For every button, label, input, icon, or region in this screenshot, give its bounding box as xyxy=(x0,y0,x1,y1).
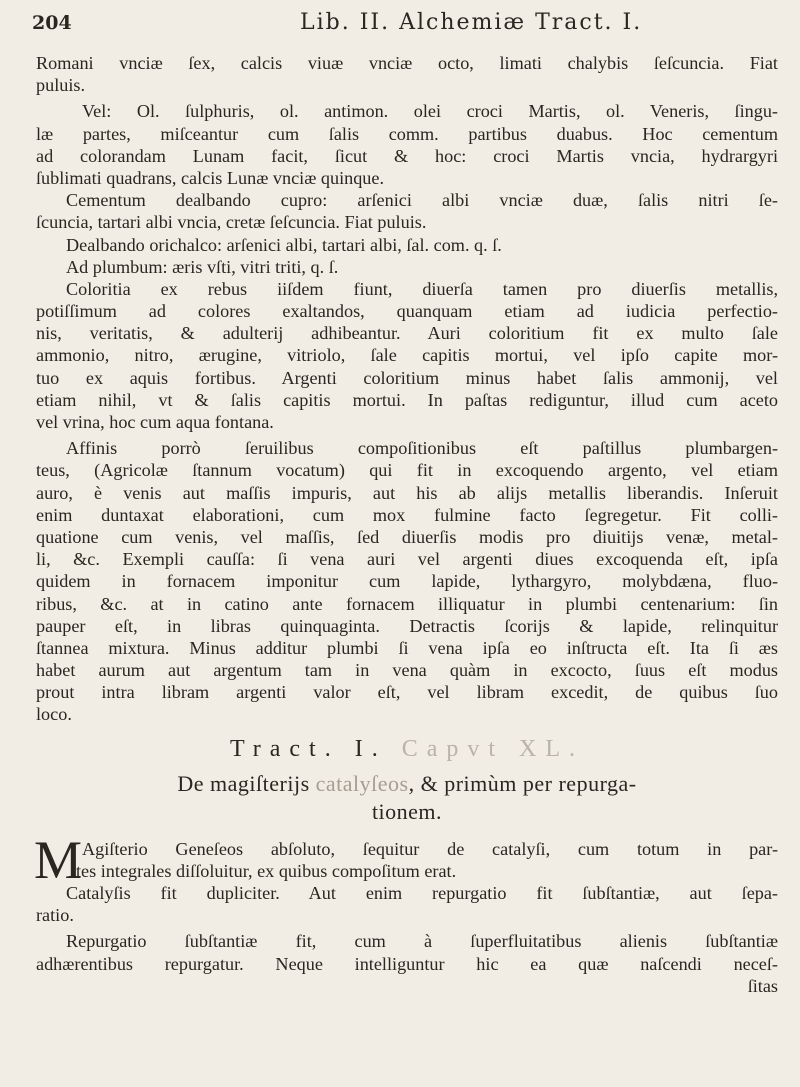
paragraph xyxy=(36,437,778,725)
chapter-title-part: catalyſeos xyxy=(315,770,409,796)
text-line: Ad plumbum: æris vſti, vitri triti, q. ſ. xyxy=(66,256,339,277)
text-line: ſcuncia, tartari albi vncia, cretæ ſeſcuncia. Fiat puluis. xyxy=(36,212,427,233)
body-text xyxy=(36,52,778,997)
text-line: ribus, &c. at in catino ante fornacem illiquatur in plumbi centenarium: ſin xyxy=(36,593,778,614)
chapter-title-line: tionem. xyxy=(371,798,443,824)
text-line: læ partes, miſceantur cum ſalis comm. partibus duabus. Hoc cementum xyxy=(36,123,778,144)
text-line: adhærentibus repurgatur. Neque intelliguntur hic ea quæ naſcendi neceſ- xyxy=(36,953,778,974)
text-line: loco. xyxy=(36,704,72,725)
paragraph xyxy=(36,882,778,926)
text-line: Catalyſis fit dupliciter. Aut enim repurgatio fit ſubſtantiæ, aut ſepa- xyxy=(66,883,778,903)
paragraph xyxy=(36,100,778,189)
chapter-title-part: De magiſterijs xyxy=(177,770,316,796)
text-line: ſtannea mixtura. Minus additur plumbi ſi vena ipſa eo inſtructa eſt. Ita ſi æs xyxy=(36,637,778,658)
text-line: ammonio, nitro, ærugine, vitriolo, ſale capitis mortui, vel ipſo capite mor- xyxy=(36,345,778,366)
text-line: habet aurum aut argentum tam in vena quàm in excocto, ſuus eſt modus xyxy=(36,660,778,681)
text-line: nis, veritatis, & adulterij adhibeantur. Auri coloritium fit ex multo ſale xyxy=(36,323,778,344)
text-line: Coloritia ex rebus iiſdem fiunt, diuerſa tamen pro diuerſis metallis, xyxy=(66,278,778,299)
text-line: quidem in fornacem imponitur cum lapide, lythargyro, molybdæna, fluo- xyxy=(36,571,778,592)
paragraph xyxy=(36,278,778,433)
catchword: ſitas xyxy=(747,975,778,996)
chapter-title xyxy=(36,770,778,826)
text-line: Romani vnciæ ſex, calcis viuæ vnciæ octo, limati chalybis ſeſcuncia. Fiat xyxy=(36,53,778,73)
text-line: ratio. xyxy=(36,905,74,926)
paragraph xyxy=(34,829,778,890)
paragraph xyxy=(36,930,778,997)
paragraph xyxy=(36,52,778,96)
text-line: teus, (Agricolæ ſtannum vocatum) qui fit in excoquendo argento, vel etiam xyxy=(36,460,778,481)
page-header xyxy=(32,10,776,44)
page-number: 204 xyxy=(32,12,72,34)
text-line: enim duntaxat elaborationi, cum mox fulmine facto ſegregetur. Fit colli- xyxy=(36,504,778,525)
chapter-title-part: , & primùm per repurga- xyxy=(408,770,637,796)
chapter-heading-caput: Capvt XL. xyxy=(401,735,585,762)
text-line: Cementum dealbando cupro: arſenici albi vnciæ duæ, ſalis nitri ſe- xyxy=(66,190,778,211)
text-line: Vel: Ol. ſulphuris, ol. antimon. olei croci Martis, ol. Veneris, ſingu- xyxy=(82,101,778,122)
text-line: Agiſterio Geneſeos abſoluto, ſequitur de catalyſi, cum totum in par- xyxy=(82,838,778,859)
text-line: Dealbando orichalco: arſenici albi, tartari albi, ſal. com. q. ſ. xyxy=(66,234,502,255)
chapter-heading-tract: Tract. I. xyxy=(229,735,387,762)
text-line: potiſſimum ad colores exaltandos, quanquam etiam ad iudicia perfectio- xyxy=(36,301,778,322)
drop-cap: M xyxy=(34,829,83,890)
text-line: vel vrina, hoc cum aqua fontana. xyxy=(36,412,274,432)
text-line: tes integrales diſſoluitur, ex quibus compoſitum erat. xyxy=(76,860,457,881)
text-line: auro, è venis aut maſſis impuris, aut his ab alijs metallis liberandis. Inſeruit xyxy=(36,482,778,503)
paragraph xyxy=(36,189,778,233)
text-line: etiam nihil, vt & ſalis capitis mortui. In paſtas rediguntur, illud cum aceto xyxy=(36,389,778,410)
text-line: puluis. xyxy=(36,75,86,96)
text-line: li, &c. Exempli cauſſa: ſi vena auri vel argenti diues excoquenda eſt, ipſa xyxy=(36,549,778,570)
text-line: ſublimati quadrans, calcis Lunæ vnciæ quinque. xyxy=(36,167,385,188)
text-line: prout intra libram argenti valor eſt, vel libram excedit, de quibus ſuo xyxy=(36,682,778,703)
running-head: Lib. II. Alchemiæ Tract. I. xyxy=(300,10,643,35)
text-line: Repurgatio ſubſtantiæ fit, cum à ſuperfluitatibus alienis ſubſtantiæ xyxy=(66,931,778,952)
chapter-heading xyxy=(36,734,778,764)
text-line: Affinis porrò ſeruilibus compoſitionibus eſt paſtillus plumbargen- xyxy=(66,438,778,459)
text-line: pauper eſt, in libras quinquaginta. Detractis ſcorijs & lapide, relinquitur xyxy=(36,615,778,636)
text-line: tuo ex aquis fortibus. Argenti coloritium minus habet ſalis ammonij, vel xyxy=(36,367,778,388)
paragraph xyxy=(36,234,778,278)
text-line: quatione cum venis, vel maſſis, ſed diuerſis modis pro diuitijs venæ, metal- xyxy=(36,526,778,547)
text-line: ad colorandam Lunam facit, ſicut & hoc: croci Martis vncia, hydrargyri xyxy=(36,145,778,166)
